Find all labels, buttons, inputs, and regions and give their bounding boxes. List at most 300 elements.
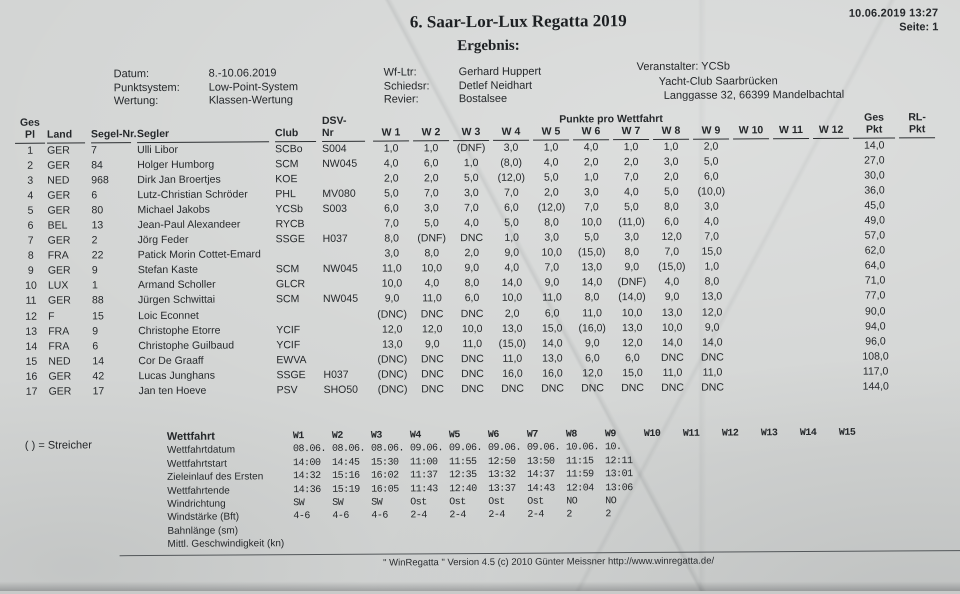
organizer-line: Langgasse 32, 66399 Mandelbachtal [663,88,845,103]
race-col-w5: W5 [448,430,460,442]
race-info-value [722,521,761,535]
race-info-label: Bahnlänge (sm) [167,525,239,537]
cell-race-11 [772,214,812,229]
cell-race-9: 4,0 [704,215,719,228]
cell-race-8: 5,0 [664,185,679,198]
cell-race-9: 13,0 [701,290,723,304]
race-info-value [800,521,839,535]
race-info-value: 2 [566,509,572,521]
race-info-value [527,522,566,536]
header-w2-label: W 2 [413,126,449,141]
cell-race-3: 1,0 [463,156,479,169]
race-info-value: Ost [488,496,505,508]
cell-race-4: 5,0 [504,216,519,229]
cell-race-12 [811,168,851,183]
race-info-value: 14:45 [331,457,360,469]
cell-race-1: 9,0 [384,292,400,306]
header-w9-label: W 9 [693,124,729,139]
cell-place: 3 [27,174,34,187]
cell-race-11 [772,305,812,320]
cell-place: 7 [27,234,34,247]
cell-race-12 [812,244,852,259]
cell-race-3: 2,0 [464,247,480,260]
cell-sail-number: 9 [91,264,98,277]
cell-sailor-name: Stefan Kaste [137,263,199,277]
meta-label: Wertung: [113,95,159,108]
cell-race-9: 2,0 [703,140,719,153]
cell-race-4: 13,0 [501,322,523,335]
cell-race-1: 5,0 [384,187,399,200]
race-info-value [839,520,878,534]
race-info-value [839,494,878,508]
cell-race-10 [732,275,772,290]
race-col-w2: W2 [331,430,343,442]
race-col-w13: W13 [760,428,778,440]
cell-total-points: 144,0 [862,380,889,393]
cell-race-2: DNC [420,307,444,320]
race-info-value: 08.06. [292,444,326,456]
cell-race-4: 6,0 [504,201,519,214]
cell-race-10 [732,365,772,380]
cell-country: GER [47,189,71,202]
cell-rl-points [897,168,937,183]
race-info-value [683,521,722,535]
cell-dsv-number: NW045 [322,262,358,276]
cell-sailor-name: Christophe Etorre [138,324,221,337]
header-segel-nr [91,128,137,143]
cell-club: SSGE [275,233,305,246]
race-col-w8: W8 [565,429,577,441]
cell-race-9: 9,0 [704,321,720,334]
cell-sail-number: 88 [91,294,104,307]
cell-sailor-name: Holger Humborg [137,158,215,171]
cell-country: FRA [47,249,69,262]
cell-race-12 [812,259,852,274]
cell-race-12 [811,184,851,199]
header-nr [322,127,371,142]
cell-sailor-name: Jan ten Hoeve [138,384,207,398]
cell-rl-points [899,364,939,379]
race-info-value [839,480,878,494]
header-ges-pkt2-label: Pkt [853,123,895,138]
race-info-value [566,535,605,549]
cell-total-points: 64,0 [864,259,886,272]
cell-race-5: 5,0 [543,171,559,184]
race-info-value [761,454,800,468]
cell-dsv-number [323,247,372,262]
cell-rl-points [898,198,938,213]
cell-race-2: DNC [420,353,444,366]
race-info-value: 15:19 [332,484,360,496]
cell-country: F [48,310,55,323]
cell-country: GER [47,144,70,157]
organizer-line: Yacht-Club Saarbrücken [658,74,778,88]
header-w3-label: W 3 [453,126,489,141]
cell-race-7: 4,0 [624,185,639,198]
header-land-label: Land [47,128,85,143]
cell-rl-points [898,274,938,289]
cell-race-10 [731,139,771,154]
race-info-value [761,467,800,481]
cell-club: RYCB [275,218,305,231]
race-info-value [800,494,839,508]
cell-race-6: 9,0 [584,336,600,350]
race-info-value: 2-4 [488,510,505,522]
header-w7-label: W 7 [613,125,649,140]
race-info-value [722,441,761,455]
cell-country: GER [48,385,72,398]
race-info-value: Ost [449,497,466,509]
race-info-value: NO [605,496,617,508]
race-info-value [800,440,839,454]
cell-country: GER [48,370,72,383]
cell-race-8: 14,0 [662,336,683,349]
race-info-value [527,536,566,550]
cell-race-11 [771,169,811,184]
cell-sailor-name: Armand Scholler [137,278,216,292]
cell-race-8: DNC [660,351,684,364]
cell-sailor-name: Jürgen Schwittai [137,294,216,307]
cell-race-5: 3,0 [544,231,559,244]
cell-race-6: 13,0 [581,261,603,274]
cell-race-8: 11,0 [662,366,683,379]
header-w3 [451,126,491,141]
race-col-w3: W3 [370,430,382,442]
organizer-block [637,60,845,104]
meta-label: Schiedsr: [383,79,430,93]
cell-total-points: 45,0 [864,199,885,212]
race-info-value: 11:59 [566,469,594,481]
race-info-value [644,441,683,455]
cell-race-2: DNC [421,383,444,396]
header-w4 [491,126,531,141]
cell-total-points: 108,0 [862,350,889,363]
race-info-value: 15:16 [332,470,360,483]
cell-race-12 [812,289,852,304]
cell-race-11 [772,274,812,289]
cell-sail-number: 84 [91,158,103,171]
cell-race-1: (DNC) [377,353,408,366]
race-info-value: SW [293,498,305,510]
cell-race-10 [732,214,772,229]
cell-dsv-number [323,337,372,352]
cell-sailor-name: Patick Morin Cottet-Emard [137,248,261,262]
cell-place: 5 [27,204,34,217]
cell-race-4: 3,0 [503,141,519,154]
cell-race-8: 1,0 [663,140,679,153]
cell-sail-number: 13 [91,219,104,232]
cell-race-3: DNC [461,367,484,381]
header-land [47,128,91,143]
cell-race-10 [732,259,772,274]
race-info-value: 2 [605,509,611,521]
cell-race-6: 3,0 [584,186,599,199]
cell-race-9: 8,0 [704,275,720,288]
cell-race-1: 10,0 [381,277,403,290]
race-info-value [293,524,332,538]
race-info-value [683,454,722,468]
cell-race-7: (14,0) [618,291,646,304]
cell-place: 6 [27,219,34,232]
cell-club: SSGE [276,368,306,382]
cell-total-points: 117,0 [862,365,889,378]
cell-sail-number: 14 [92,355,105,368]
race-info-value [683,495,722,509]
cell-race-6: (16,0) [578,321,606,335]
cell-race-2: 5,0 [424,217,439,230]
race-info-value: 14:37 [527,469,555,481]
cell-country: GER [47,294,71,308]
header-w4-label: W 4 [493,126,529,141]
header-w8 [651,125,691,140]
race-info-value: 08.06. [331,444,365,456]
cell-rl-points [898,228,938,243]
cell-sail-number: 42 [92,370,105,383]
cell-sailor-name: Michael Jakobs [137,203,210,216]
cell-total-points: 49,0 [864,214,885,227]
cell-race-12 [812,319,852,334]
race-info-value [722,535,761,549]
race-info-title: Wettfahrt [166,430,215,443]
race-info-label: Zieleinlauf des Ersten [167,471,264,484]
cell-rl-points [897,153,937,168]
cell-race-9: DNC [701,381,724,394]
cell-race-11 [773,380,813,395]
cell-club: PSV [276,384,298,397]
header-rl-pkt: RL- [908,110,926,123]
cell-country: GER [47,204,71,217]
cell-club: KOE [275,172,298,185]
cell-race-6: 8,0 [584,291,600,304]
meta-value: Low-Point-System [208,80,299,94]
race-info-label: Wettfahrtstart [166,458,227,470]
race-info-value: 2-4 [449,510,466,522]
race-info-value: 13:06 [605,482,633,494]
race-info-value [644,495,683,509]
cell-sail-number: 17 [92,385,105,398]
cell-race-9: 3,0 [704,200,719,213]
cell-race-2: 1,0 [423,141,439,154]
cell-place: 4 [27,189,34,202]
cell-sailor-name: Dirk Jan Broertjes [137,173,221,186]
footer-text: " WinRegatta " Version 4.5 (c) 2010 Günter Meissner http://www.winregatta.de/ [383,555,715,569]
race-info-value [800,534,839,548]
cell-rl-points [898,289,938,304]
cell-race-8: 2,0 [663,170,679,183]
cell-race-4: 7,0 [504,186,519,199]
meta-value: 8.-10.06.2019 [208,67,277,80]
race-info-value: 4-6 [371,511,388,523]
header-spacer [275,114,322,127]
header-w11 [771,124,811,139]
cell-dsv-number: NW045 [322,293,359,306]
cell-race-4: (8,0) [500,156,523,169]
cell-rl-points [897,138,937,153]
race-info-value: SW [332,497,344,509]
cell-race-7: 12,0 [622,336,643,349]
cell-race-2: DNC [421,368,444,381]
cell-dsv-number: H037 [322,232,348,246]
cell-race-3: 4,0 [464,216,479,230]
race-col-w12: W12 [721,428,739,440]
race-info-value [410,523,449,537]
race-info-value: 14:36 [293,484,321,496]
meta-value: Bostalsee [458,93,508,106]
race-info-value [644,508,683,522]
header-w5-label: W 5 [533,125,569,140]
cell-race-6: 10,0 [581,216,602,229]
race-info-value [761,534,800,548]
race-info-value: 11:15 [565,456,594,468]
meta-label: Punktsystem: [113,81,180,94]
cell-race-10 [732,229,772,244]
cell-race-12 [811,138,851,153]
cell-race-10 [732,350,772,365]
results-table [13,110,939,400]
header-pl-label: Pl [15,129,45,144]
header-ges-pkt2 [851,123,897,138]
cell-country: GER [47,264,71,277]
race-info-value: 09.06. [448,443,482,455]
race-info-value [800,467,839,481]
race-info-label: Wettfahrtende [167,485,230,497]
race-info-value [839,534,878,548]
cell-race-6: 7,0 [584,201,599,214]
event-meta-left [114,67,299,109]
race-info-value: 15:30 [370,457,399,469]
race-info-label: Windstärke (Bft) [167,511,240,524]
cell-race-9: 5,0 [703,155,719,168]
race-info-value [605,535,644,549]
cell-sailor-name: Lutz-Christian Schröder [137,188,248,201]
cell-place: 11 [25,295,37,308]
cell-race-1: 2,0 [383,172,399,185]
header-club-label: Club [275,127,316,142]
race-info-value: 09.06. [526,442,560,455]
cell-race-6: 4,0 [583,140,599,153]
cell-race-4: 14,0 [501,277,523,290]
cell-race-3: 7,0 [464,201,479,214]
cell-sailor-name: Jean-Paul Alexandeer [137,218,241,232]
cell-race-5: 2,0 [544,186,559,199]
cell-place: 15 [25,355,38,368]
cell-dsv-number: S003 [322,202,348,215]
cell-sailor-name: Lucas Junghans [138,369,216,382]
race-info-value: 4-6 [332,511,349,523]
cell-country: FRA [48,325,70,338]
cell-place: 14 [25,340,38,353]
meta-label: Datum: [113,68,150,81]
cell-race-9: 6,0 [703,170,719,183]
race-info-value: 16:05 [371,484,399,496]
cell-race-10 [731,169,771,184]
cell-sailor-name: Jörg Feder [137,233,189,247]
cell-race-9: 11,0 [702,366,723,379]
race-info-value: Ost [527,496,544,508]
race-info-value [683,481,722,495]
cell-sail-number: 1 [91,279,98,292]
cell-sail-number: 80 [91,204,104,217]
header-club [275,127,322,142]
cell-country: GER [47,234,71,247]
cell-race-9: (10,0) [697,185,726,198]
race-col-w6: W6 [487,429,499,441]
race-info-value: 11:00 [409,457,438,469]
cell-total-points: 94,0 [865,320,886,333]
cell-race-12 [812,334,852,349]
race-info-label: Windrichtung [167,498,226,510]
race-info-value [761,481,800,495]
cell-race-6: DNC [581,382,604,395]
cell-race-6: 1,0 [583,170,599,184]
cell-race-9: 1,0 [704,260,720,273]
race-col-w15: W15 [838,427,856,439]
cell-race-5: DNC [541,382,564,395]
cell-race-7: (DNF) [617,276,647,289]
header-w9 [691,124,731,139]
race-info-value [332,537,371,551]
cell-sail-number: 9 [92,324,99,337]
race-info-value [800,480,839,494]
race-info-value [605,522,644,536]
cell-sail-number: 2 [91,234,98,247]
race-info-value [449,523,488,537]
race-info-value [839,467,878,481]
cell-race-5: 16,0 [542,367,563,380]
cell-place: 9 [27,264,34,278]
race-info-value [722,454,761,468]
header-segler-label: Segler [137,127,269,142]
race-info-value [644,455,683,469]
cell-race-10 [732,335,772,350]
race-info-value: 14:43 [527,483,555,495]
cell-club: YCIF [276,323,301,336]
cell-race-5: 1,0 [543,141,559,154]
cell-race-8: 13,0 [661,306,683,319]
cell-race-12 [812,304,852,319]
cell-race-2: 2,0 [423,171,439,185]
cell-race-3: 6,0 [464,292,480,305]
cell-sail-number: 6 [91,189,98,202]
race-info-value: 11:37 [410,470,438,482]
cell-rl-points [898,334,938,349]
race-info-value: 13:01 [605,469,633,481]
cell-place: 17 [25,385,38,398]
cell-race-9: 15,0 [701,245,722,258]
cell-race-1: 11,0 [381,262,402,275]
cell-place: 12 [25,310,37,323]
cell-race-7: 13,0 [621,321,643,334]
cell-race-11 [772,289,812,304]
cell-race-12 [811,199,851,214]
cell-race-4: DNC [501,382,524,395]
race-info-value [683,468,722,482]
meta-label: Wf-Ltr: [383,66,417,79]
page-subtitle: Ergebnis: [457,37,520,55]
cell-race-1: (DNC) [377,383,408,396]
race-col-w14: W14 [799,427,817,440]
cell-race-9: DNC [700,351,724,364]
header-nr-label: Nr [322,127,365,142]
cell-race-2: 10,0 [421,262,443,275]
header-segel-nr-label: Segel-Nr. [91,128,131,143]
cell-race-9: 12,0 [701,306,723,319]
race-info-label: Mittl. Geschwindigkeit (kn) [167,538,285,551]
cell-place: 2 [27,159,34,172]
cell-race-5: 8,0 [544,216,559,229]
cell-race-10 [731,154,771,169]
race-info-value [644,481,683,495]
